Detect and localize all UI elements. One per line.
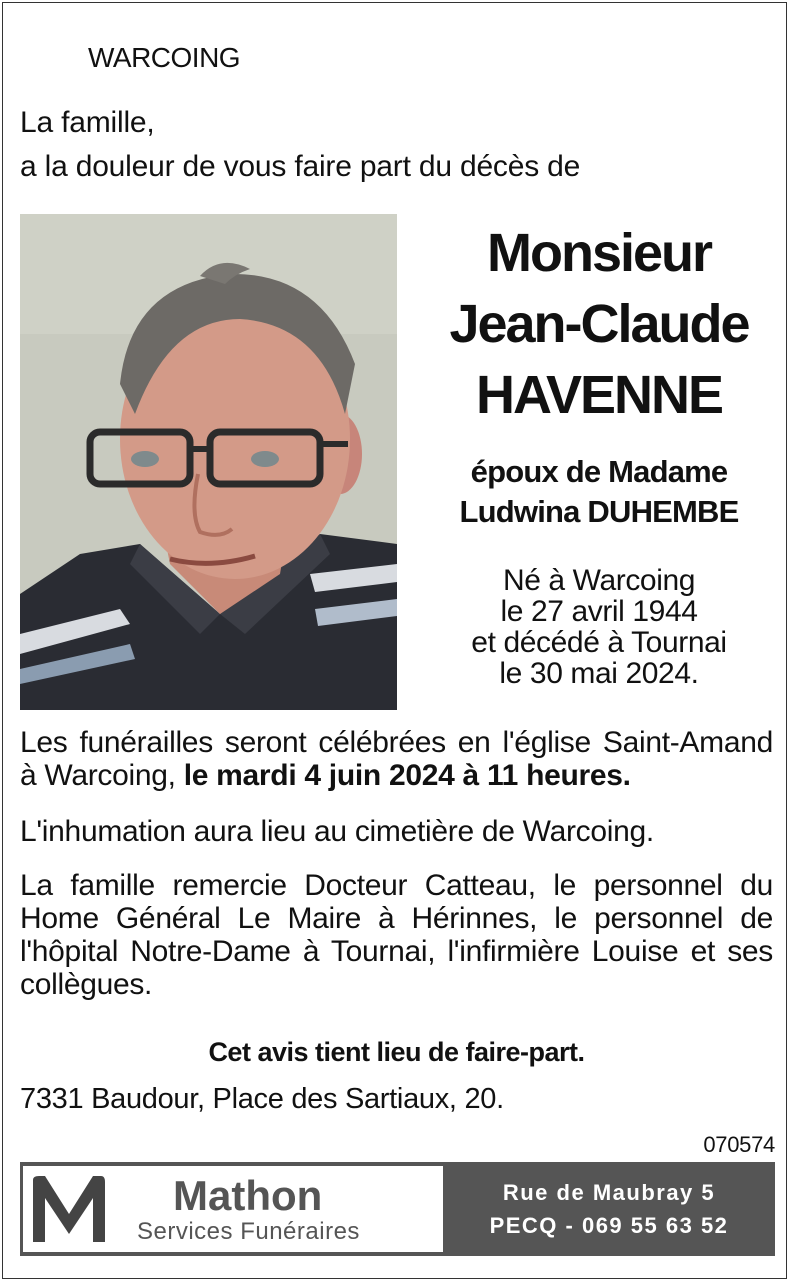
- deceased-name-block: [420, 218, 778, 431]
- funeral-paragraph: [20, 726, 773, 792]
- spouse-line-1: époux de Madame: [470, 454, 728, 489]
- funeral-home-banner: [20, 1162, 775, 1256]
- intro-announcement: a la douleur de vous faire part du décès de: [20, 150, 581, 183]
- notice-line: Cet avis tient lieu de faire-part.: [208, 1037, 585, 1067]
- company-name: Mathon: [173, 1172, 323, 1219]
- death-date: le 30 mai 2024.: [499, 657, 699, 690]
- location-heading: WARCOING: [88, 42, 241, 73]
- spouse-line-2: Ludwina DUHEMBE: [459, 494, 739, 529]
- deceased-first-name: Jean-Claude: [449, 294, 749, 354]
- company-street: Rue de Maubray 5: [502, 1180, 716, 1205]
- funeral-text: Les funérailles seront célébrées en l'église Saint-Amand à Warcoing,: [20, 726, 773, 792]
- death-place: et décédé à Tournai: [471, 626, 727, 659]
- m-logo-icon: [29, 1174, 109, 1244]
- company-city-phone: PECQ - 069 55 63 52: [489, 1213, 729, 1238]
- thanks-paragraph: La famille remercie Docteur Catteau, le personnel du Home Général Le Maire à Hérinnes, le personnel de l'hôpital Notre-Dame à Tournai, l'infirmière Louise et ses collègues.: [20, 869, 773, 1001]
- dates-block: [420, 565, 778, 689]
- deceased-title: Monsieur: [486, 223, 712, 283]
- deceased-portrait: [20, 214, 397, 710]
- funeral-home-logo: [23, 1166, 443, 1252]
- birth-date: le 27 avril 1944: [500, 595, 698, 628]
- deceased-last-name: HAVENNE: [475, 365, 723, 425]
- company-tagline: Services Funéraires: [137, 1218, 360, 1245]
- burial-paragraph: L'inhumation aura lieu au cimetière de Warcoing.: [20, 815, 654, 848]
- intro-family: La famille,: [20, 106, 155, 139]
- family-address: 7331 Baudour, Place des Sartiaux, 20.: [20, 1083, 504, 1115]
- spouse-block: [420, 452, 778, 532]
- reference-number: 070574: [703, 1132, 775, 1157]
- funeral-date: le mardi 4 juin 2024 à 11 heures.: [183, 759, 631, 792]
- birth-place: Né à Warcoing: [502, 564, 696, 597]
